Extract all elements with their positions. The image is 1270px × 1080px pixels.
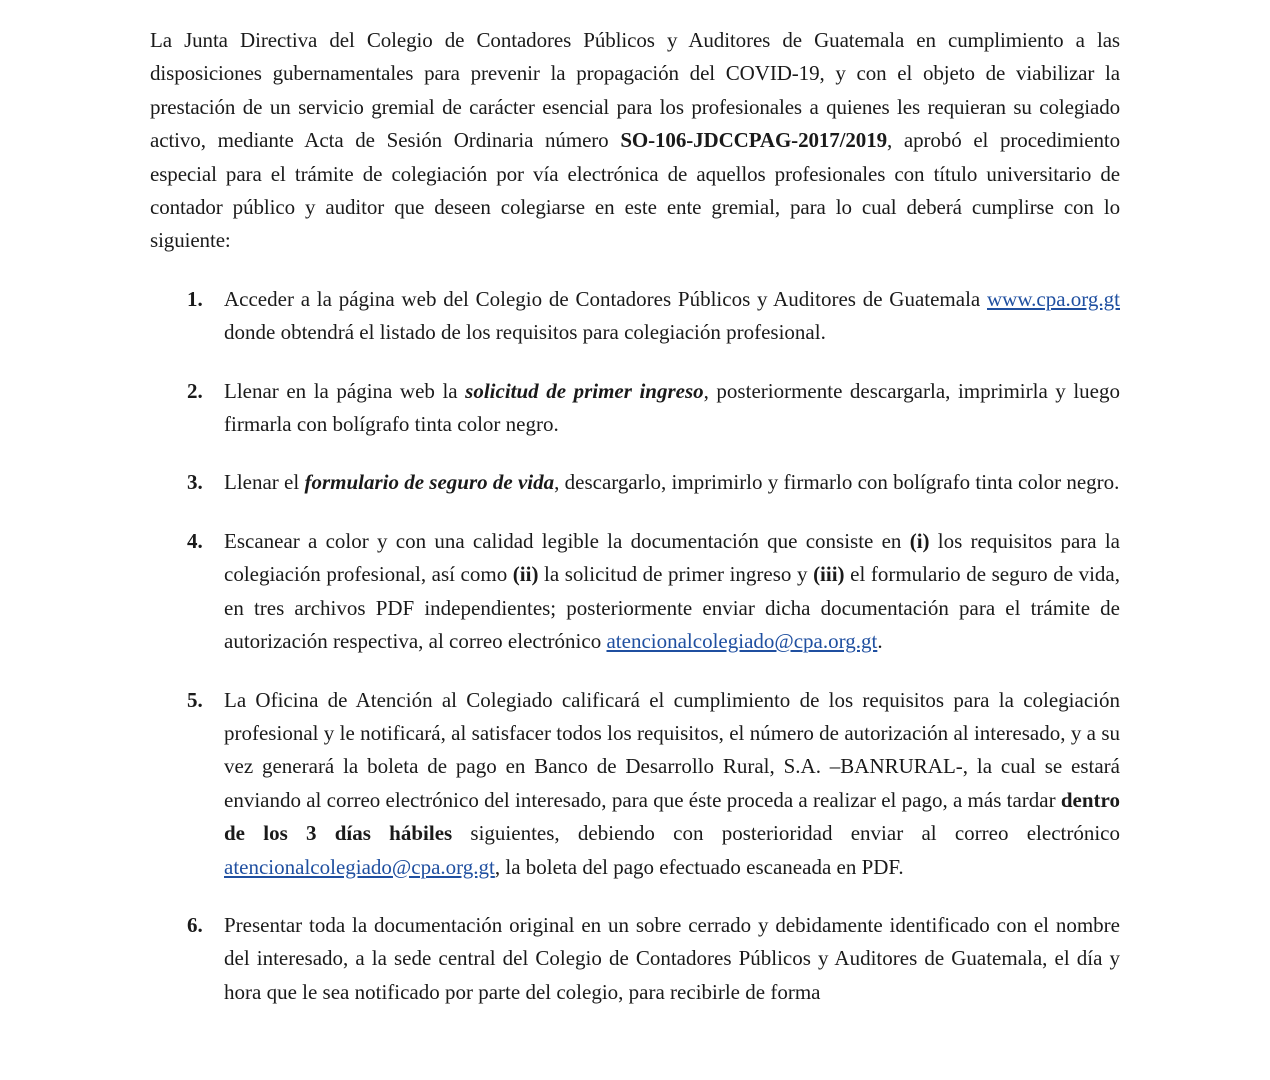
email-link-1[interactable]: atencionalcolegiado@cpa.org.gt bbox=[606, 629, 878, 654]
marker-ii: (ii) bbox=[512, 562, 539, 587]
item-number-5: 5. bbox=[187, 687, 203, 712]
list-item-5 bbox=[150, 684, 1120, 884]
list-item-3 bbox=[150, 466, 1120, 499]
item-1-text-a: Acceder a la página web del Colegio de Contadores Públicos y Auditores de Guatemala bbox=[224, 286, 988, 311]
item-text-4 bbox=[224, 525, 1120, 659]
item-text-5 bbox=[224, 684, 1120, 884]
list-item-2 bbox=[150, 375, 1120, 442]
marker-i: (i) bbox=[909, 528, 930, 553]
item-4-text-d: el formulario de seguro de vida, en tres archivos PDF independientes; posteriormente enviar dicha documentación para el trámite de autorización respectiva, al correo electrónico bbox=[224, 562, 1120, 654]
list-item-4 bbox=[150, 525, 1120, 659]
item-5-text-c: , la boleta del pago efectuado escaneada en PDF. bbox=[494, 854, 904, 879]
item-4-text-a: Escanear a color y con una calidad legible la documentación que consiste en bbox=[224, 528, 910, 553]
document-page bbox=[150, 24, 1120, 1009]
item-number-6: 6. bbox=[187, 912, 203, 937]
website-link[interactable]: www.cpa.org.gt bbox=[987, 286, 1120, 311]
email-link-2[interactable]: atencionalcolegiado@cpa.org.gt bbox=[224, 854, 495, 879]
item-1-text-b: donde obtendrá el listado de los requisitos para colegiación profesional. bbox=[224, 320, 826, 345]
item-text-2 bbox=[224, 375, 1120, 442]
item-number-2: 2. bbox=[187, 378, 203, 403]
solicitud-emphasis: solicitud de primer ingreso bbox=[465, 378, 704, 403]
item-2-text-a: Llenar en la página web la bbox=[224, 378, 466, 403]
acta-number: SO-106-JDCCPAG-2017/2019 bbox=[620, 128, 888, 153]
item-5-text-b: siguientes, debiendo con posterioridad enviar al correo electrónico bbox=[452, 821, 1120, 846]
item-number-1: 1. bbox=[187, 286, 203, 311]
item-4-text-e: . bbox=[877, 629, 883, 654]
intro-text-2: , aprobó el procedimiento especial para el trámite de colegiación por vía electrónica de aquellos profesionales con título universitario de contador público y auditor que deseen colegiarse en este ente gremial, para lo cual deberá cumplirse con lo siguiente: bbox=[150, 128, 1120, 253]
item-text-1 bbox=[224, 283, 1120, 350]
list-item-6 bbox=[150, 909, 1120, 1009]
item-6-text-a: Presentar toda la documentación original en un sobre cerrado y debidamente identificado con el nombre del interesado, a la sede central del Colegio de Contadores Públicos y Auditores de Guatemala, el día y hora que le sea notificado por parte del colegio, para recibirle de forma bbox=[224, 912, 1120, 1004]
item-5-text-a: La Oficina de Atención al Colegiado calificará el cumplimiento de los requisitos para la colegiación profesional y le notificará, al satisfacer todos los requisitos, el número de autorización al interesado, y a su vez generará la boleta de pago en Banco de Desarrollo Rural, S.A. –BANRURAL-, la cual se estará enviando al correo electrónico del interesado, para que éste proceda a realizar el pago, a más tardar bbox=[224, 687, 1120, 812]
item-number-3: 3. bbox=[187, 470, 203, 495]
list-item-1 bbox=[150, 283, 1120, 350]
item-text-6 bbox=[224, 909, 1120, 1009]
item-number-4: 4. bbox=[187, 528, 203, 553]
deadline-emphasis: dentro de los 3 días hábiles bbox=[224, 787, 1120, 846]
item-2-text-b: , posteriormente descargarla, imprimirla y luego firmarla con bolígrafo tinta color negro. bbox=[224, 378, 1120, 437]
procedure-list bbox=[150, 283, 1120, 1009]
item-4-text-b: los requisitos para la colegiación profesional, así como bbox=[224, 528, 1121, 587]
item-4-text-c: la solicitud de primer ingreso y bbox=[538, 562, 814, 587]
item-text-3 bbox=[224, 466, 1120, 499]
item-3-text-b: , descargarlo, imprimirlo y firmarlo con bolígrafo tinta color negro. bbox=[554, 470, 1120, 495]
item-3-text-a: Llenar el bbox=[224, 470, 305, 495]
intro-text-1: La Junta Directiva del Colegio de Contadores Públicos y Auditores de Guatemala en cumplimiento a las disposiciones gubernamentales para prevenir la propagación del COVID-19, y con el objeto de viabilizar la prestación de un servicio gremial de carácter esencial para los profesionales a quienes les requieran su colegiado activo, mediante Acta de Sesión Ordinaria número bbox=[150, 28, 1120, 153]
intro-paragraph bbox=[150, 24, 1120, 258]
formulario-emphasis: formulario de seguro de vida bbox=[304, 470, 555, 495]
marker-iii: (iii) bbox=[813, 562, 845, 587]
